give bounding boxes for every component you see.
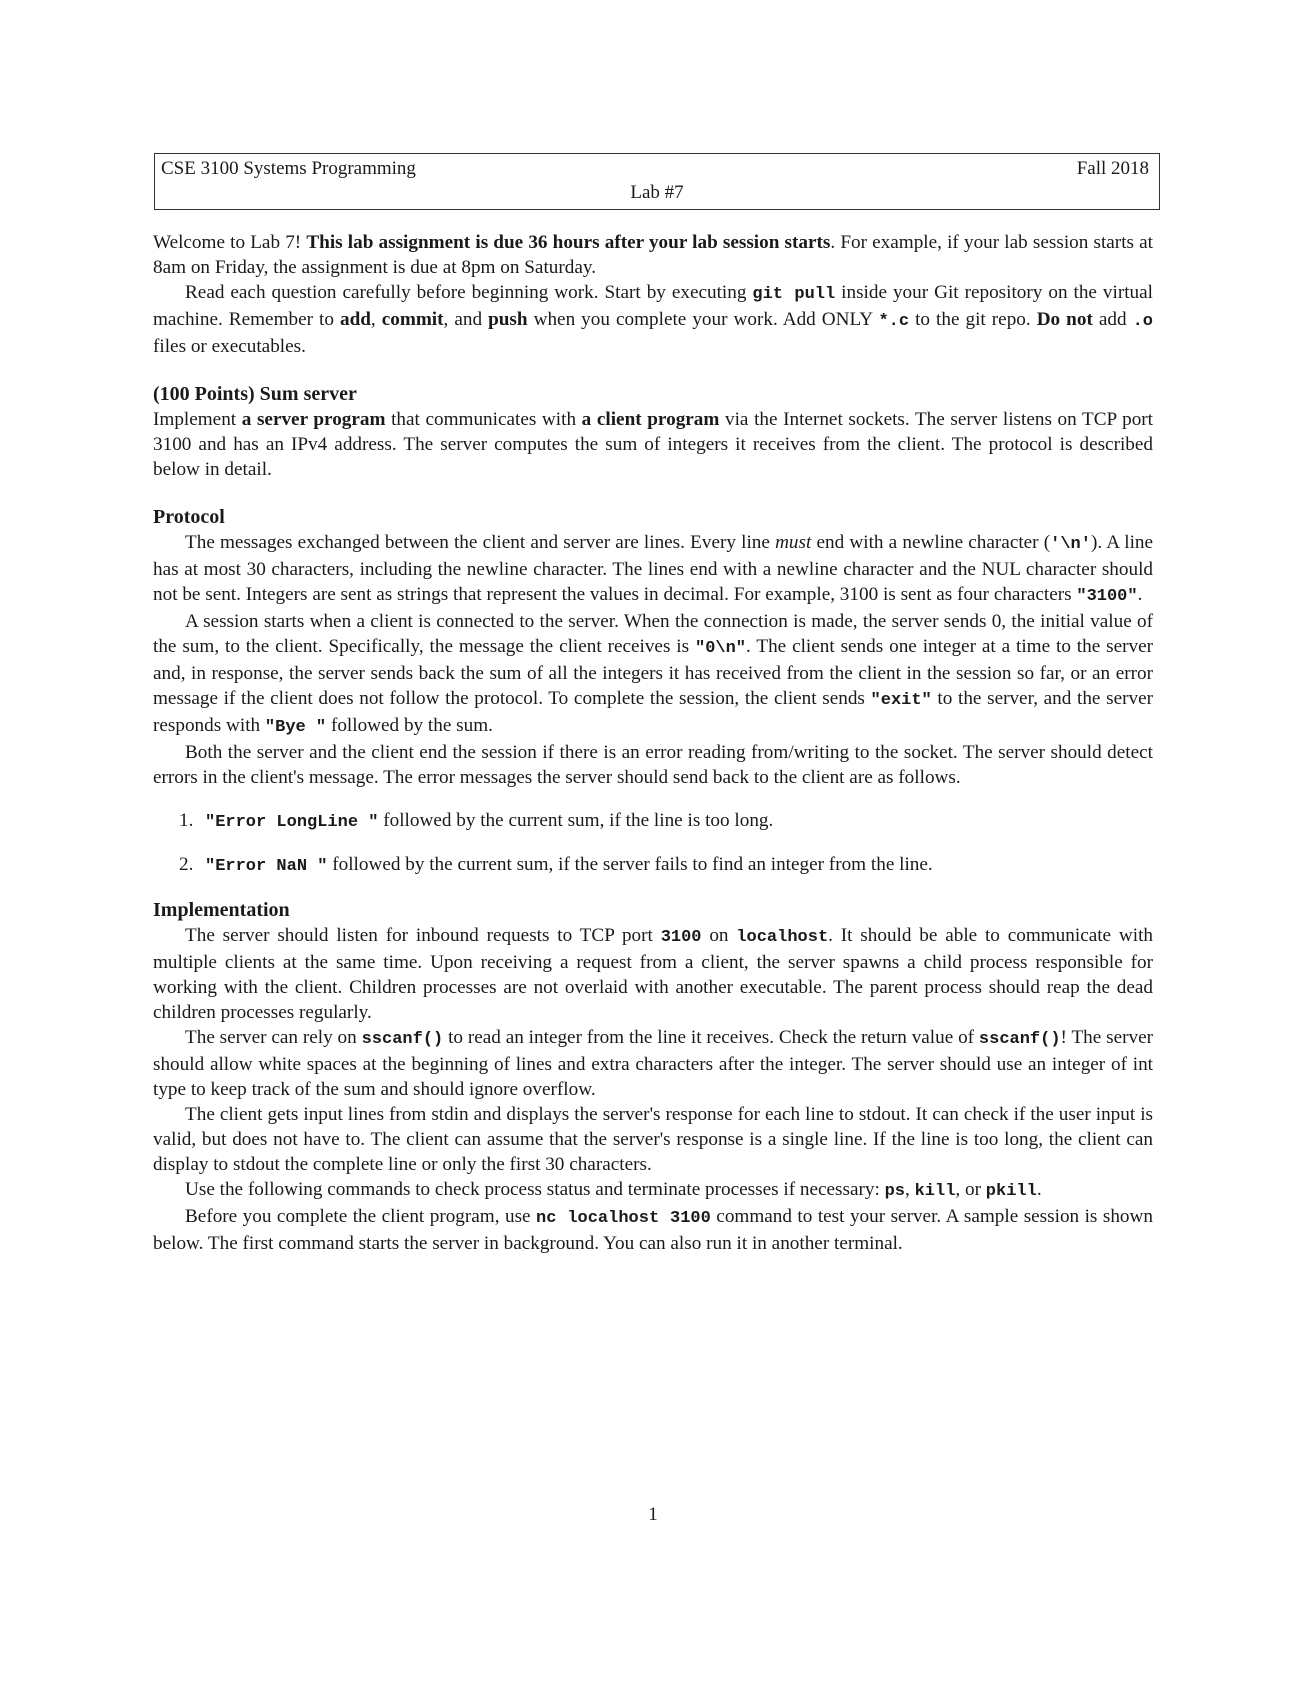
list-item: 2. "Error NaN " followed by the current sum, if the server fails to find an integer from the line.: [179, 854, 933, 876]
protocol-paragraph-2: A session starts when a client is connected to the server. When the connection is made, the server sends 0, the initial value of the sum, to the client. Specifically, the message the client receives is "0\n". The client sends one integer at a time to the server and, in response, the server sends back the sum of all the integers it has received from the client in the session so far, or an error message if the client does not follow the protocol. To complete the session, the client sends "exit" to the server, and the server responds with "Bye " followed by the sum.: [153, 611, 1154, 737]
error-list: [153, 808, 1153, 879]
lab-title: Lab #7: [630, 182, 684, 203]
section-paragraph: Implement a server program that communicates with a client program via the Internet sockets. The server listens on TCP port 3100 and has an IPv4 address. The server computes the sum of integers it receives from the client. The protocol is described below in detail.: [153, 409, 1154, 480]
implementation-heading: Implementation: [153, 899, 290, 921]
page-number: 1: [648, 1504, 658, 1525]
implementation-paragraph-4: Use the following commands to check process status and terminate processes if necessary: ps, kill, or pkill.: [185, 1179, 1042, 1201]
term-label: Fall 2018: [1076, 158, 1149, 179]
intro-paragraph-1: Welcome to Lab 7! This lab assignment is due 36 hours after your lab session starts. For example, if your lab session starts at 8am on Friday, the assignment is due at 8pm on Saturday.: [153, 232, 1153, 278]
implementation-paragraph-3: The client gets input lines from stdin and displays the server's response for each line to stdout. It can check if the user input is valid, but does not have to. The client can assume that the server's response is a single line. If the line is too long, the client can display to stdout the complete line or only the first 30 characters.: [153, 1104, 1153, 1175]
implementation-paragraph-1: The server should listen for inbound requests to TCP port 3100 on localhost. It should be able to communicate with multiple clients at the same time. Upon receiving a request from a client, the server spawns a child process responsible for working with the client. Children processes are not overlaid with another executable. The parent process should reap the dead children processes regularly.: [153, 925, 1154, 1023]
list-item: 1. "Error LongLine " followed by the current sum, if the line is too long.: [179, 810, 774, 832]
document-body: [153, 230, 1153, 1256]
implementation-paragraph-2: The server can rely on sscanf() to read an integer from the line it receives. Check the return value of sscanf()! The server should allow white spaces at the beginning of lines and extra characters after the integer. The server should use an integer of int type to keep track of the sum and should ignore overflow.: [153, 1027, 1153, 1100]
implementation-paragraph-5: Before you complete the client program, use nc localhost 3100 command to test your server. A sample session is shown below. The first command starts the server in background. You can also run it in another terminal.: [153, 1206, 1153, 1254]
protocol-paragraph-1: The messages exchanged between the client and server are lines. Every line must end with a newline character ('\n'). A line has at most 30 characters, including the newline character. The lines end with a newline character and the NUL character should not be sent. Integers are sent as strings that represent the values in decimal. For example, 3100 is sent as four characters "3100".: [153, 532, 1154, 606]
section-title: (100 Points) Sum server: [153, 383, 357, 405]
intro-paragraph-2: Read each question carefully before beginning work. Start by executing git pull inside your Git repository on the virtual machine. Remember to add, commit, and push when you complete your work. Add ONLY *.c to the git repo. Do not add .o files or executables.: [153, 282, 1153, 357]
protocol-paragraph-3: Both the server and the client end the session if there is an error reading from/writing to the socket. The server should detect errors in the client's message. The error messages the server should send back to the client are as follows.: [153, 742, 1153, 788]
protocol-heading: Protocol: [153, 506, 225, 528]
header-box: [154, 153, 1160, 210]
course-title: CSE 3100 Systems Programming: [161, 158, 416, 179]
